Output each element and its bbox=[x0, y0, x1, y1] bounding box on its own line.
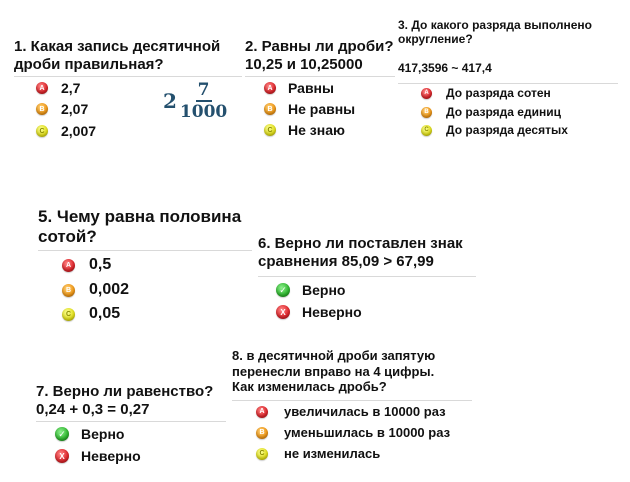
option-label: 2,7 bbox=[61, 80, 81, 96]
fraction-whole: 2 bbox=[163, 89, 177, 113]
question-2-option-b[interactable] bbox=[264, 101, 355, 117]
mixed-fraction-hint bbox=[163, 80, 227, 122]
question-1-text: 1. Какая запись десятичной дроби правильная? bbox=[14, 38, 221, 73]
option-c-icon: C bbox=[62, 308, 75, 321]
option-b-icon: B bbox=[421, 107, 432, 118]
question-8-divider bbox=[232, 400, 472, 401]
question-5-option-c[interactable] bbox=[62, 305, 120, 323]
option-label: 0,002 bbox=[89, 281, 130, 298]
option-label: Не знаю bbox=[288, 122, 345, 138]
question-5-option-a[interactable] bbox=[62, 256, 111, 274]
cross-icon: X bbox=[55, 449, 69, 463]
option-a-icon: A bbox=[62, 259, 75, 272]
option-c-icon: C bbox=[36, 125, 48, 137]
option-a-icon: A bbox=[421, 88, 432, 99]
option-a-icon: A bbox=[256, 406, 268, 418]
question-2-option-c[interactable] bbox=[264, 122, 345, 138]
question-3-divider bbox=[398, 83, 618, 84]
question-6-option-true[interactable] bbox=[276, 282, 345, 298]
option-b-icon: B bbox=[256, 427, 268, 439]
cross-icon: X bbox=[276, 305, 290, 319]
option-a-icon: A bbox=[264, 82, 276, 94]
checkmark-icon: ✓ bbox=[276, 283, 290, 297]
option-b-icon: B bbox=[62, 284, 75, 297]
question-5-option-b[interactable] bbox=[62, 281, 129, 299]
question-3-option-a[interactable] bbox=[421, 86, 551, 100]
question-2-text: 2. Равны ли дроби? 10,25 и 10,25000 bbox=[245, 38, 394, 73]
question-3-option-c[interactable] bbox=[421, 123, 568, 137]
option-label: Неверно bbox=[81, 448, 141, 464]
question-6-option-false[interactable] bbox=[276, 304, 362, 320]
option-label: 0,5 bbox=[89, 256, 112, 273]
option-label: До разряда десятых bbox=[446, 123, 568, 137]
option-label: увеличилась в 10000 раз bbox=[284, 404, 446, 419]
question-7-option-true[interactable] bbox=[55, 426, 124, 442]
question-7-option-false[interactable] bbox=[55, 448, 141, 464]
question-6-divider bbox=[258, 276, 476, 277]
question-8-option-c[interactable] bbox=[256, 446, 380, 461]
question-5-divider bbox=[38, 250, 252, 251]
option-label: Неверно bbox=[302, 304, 362, 320]
question-6-text: 6. Верно ли поставлен знак сравнения 85,09 > 67,99 bbox=[258, 235, 463, 270]
question-3-text: 3. До какого разряда выполнено округление? 417,3596 ~ 417,4 bbox=[398, 18, 593, 76]
question-7-divider bbox=[36, 421, 226, 422]
checkmark-icon: ✓ bbox=[55, 427, 69, 441]
option-b-icon: B bbox=[36, 103, 48, 115]
option-label: Верно bbox=[302, 282, 346, 298]
option-b-icon: B bbox=[264, 103, 276, 115]
option-c-icon: C bbox=[256, 448, 268, 460]
fraction-numerator: 7 bbox=[197, 80, 210, 100]
option-c-icon: C bbox=[421, 125, 432, 136]
option-label: Верно bbox=[81, 426, 125, 442]
question-1-option-b[interactable] bbox=[36, 101, 88, 117]
question-1-divider bbox=[14, 76, 242, 77]
option-label: До разряда сотен bbox=[446, 86, 551, 100]
option-label: Не равны bbox=[288, 101, 356, 117]
question-5-text: 5. Чему равна половина сотой? bbox=[38, 207, 242, 247]
question-8-option-a[interactable] bbox=[256, 404, 446, 419]
fraction-denominator: 1000 bbox=[179, 102, 228, 122]
option-c-icon: C bbox=[264, 124, 276, 136]
question-1-option-c[interactable] bbox=[36, 123, 96, 139]
question-2-option-a[interactable] bbox=[264, 80, 334, 96]
option-label: не изменилась bbox=[284, 446, 381, 461]
question-2-divider bbox=[245, 76, 395, 77]
question-1-option-a[interactable] bbox=[36, 80, 80, 96]
option-label: До разряда единиц bbox=[446, 105, 561, 119]
question-3-option-b[interactable] bbox=[421, 105, 561, 119]
question-8-option-b[interactable] bbox=[256, 425, 450, 440]
question-8-text: 8. в десятичной дроби запятую перенесли вправо на 4 цифры. Как изменилась дробь? bbox=[232, 348, 436, 395]
option-a-icon: A bbox=[36, 82, 48, 94]
option-label: 2,07 bbox=[61, 101, 89, 117]
option-label: 0,05 bbox=[89, 305, 121, 322]
option-label: Равны bbox=[288, 80, 334, 96]
option-label: 2,007 bbox=[61, 123, 97, 139]
question-7-text: 7. Верно ли равенство? 0,24 + 0,3 = 0,27 bbox=[36, 383, 214, 418]
option-label: уменьшилась в 10000 раз bbox=[284, 425, 451, 440]
